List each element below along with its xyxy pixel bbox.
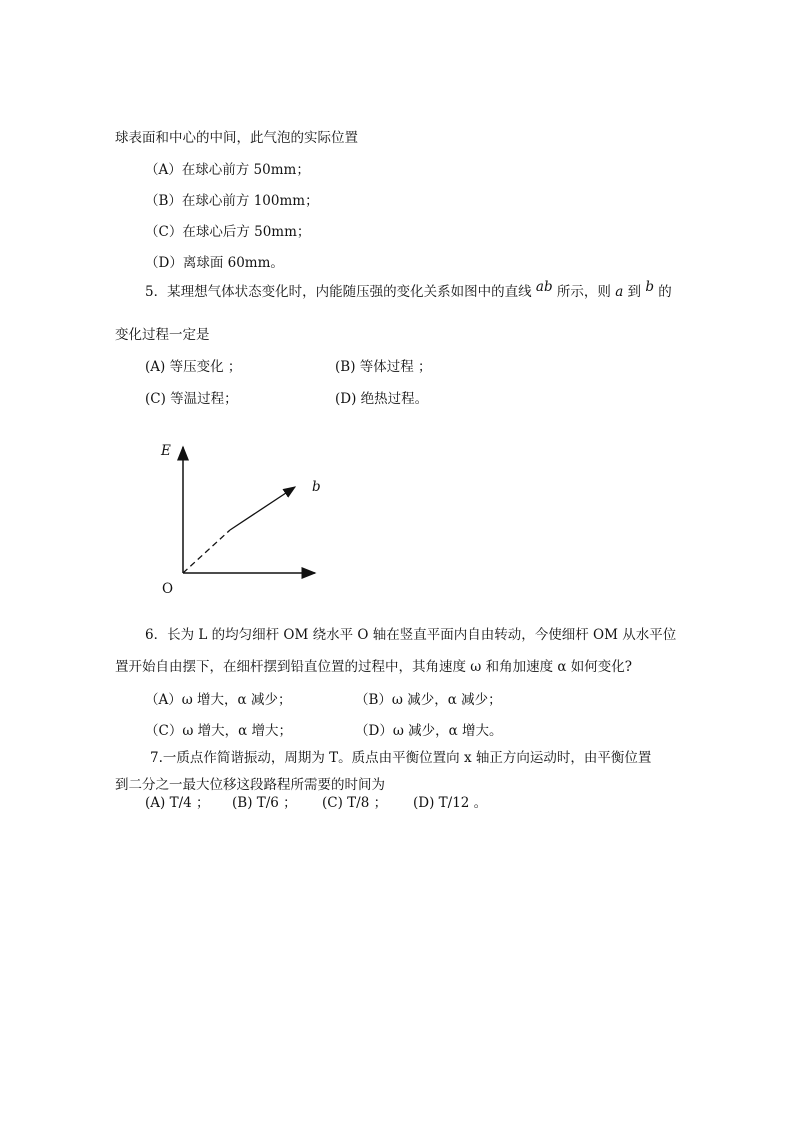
q6-option-c: （C）ω 增大，α 增大； [145,723,293,739]
q5-option-b: (B) 等体过程 ； [335,359,432,375]
q6-option-a: （A）ω 增大，α 减少； [145,692,292,708]
point-label-b: b [312,479,321,495]
q6-option-b: （B）ω 减少，α 减少； [355,692,502,708]
q7-option-a: (A) T/4 ； [145,795,210,811]
q7-option-c: (C) T/8 ； [322,795,388,811]
q5-option-a: (A) 等压变化 ； [145,359,242,375]
q5-option-c: (C) 等温过程； [145,391,238,407]
q4-continuation: 球表面和中心的中间，此气泡的实际位置 [115,130,358,146]
q7-line2: 到二分之一最大位移这段路程所需要的时间为 [115,777,385,793]
q4-option-d: （D）离球面 60mm。 [145,255,284,271]
q6-line1: 6．长为 L 的均匀细杆 OM 绕水平 O 轴在竖直平面内自由转动，今使细杆 OM 从水平位 [145,627,677,643]
q6-line2: 置开始自由摆下，在细杆摆到铅直位置的过程中，其角速度 ω 和角加速度 α 如何变化? [115,659,633,675]
q6-option-d: （D）ω 减少，α 增大。 [355,723,503,739]
q7-option-b: (B) T/6 ； [232,795,297,811]
q4-option-c: （C）在球心后方 50mm； [145,224,311,240]
q4-option-a: （A）在球心前方 50mm； [145,162,310,178]
q4-option-b: （B）在球心前方 100mm； [145,193,319,209]
line-ab [230,487,295,530]
q7-option-d: (D) T/12 。 [413,795,488,811]
q5-line1: 5．某理想气体状态变化时，内能随压强的变化关系如图中的直线 ab 所示，则 a 到 b 的 [145,279,672,300]
q5-line2: 变化过程一定是 [115,327,210,343]
origin-label: O [162,581,174,597]
q5-option-d: (D) 绝热过程。 [335,391,429,407]
axis-label-e: E [161,443,171,459]
dashed-line-segment [183,530,230,573]
q7-line1: 7.一质点作简谐振动，周期为 T。质点由平衡位置向 x 轴正方向运动时，由平衡位置 [150,750,652,766]
